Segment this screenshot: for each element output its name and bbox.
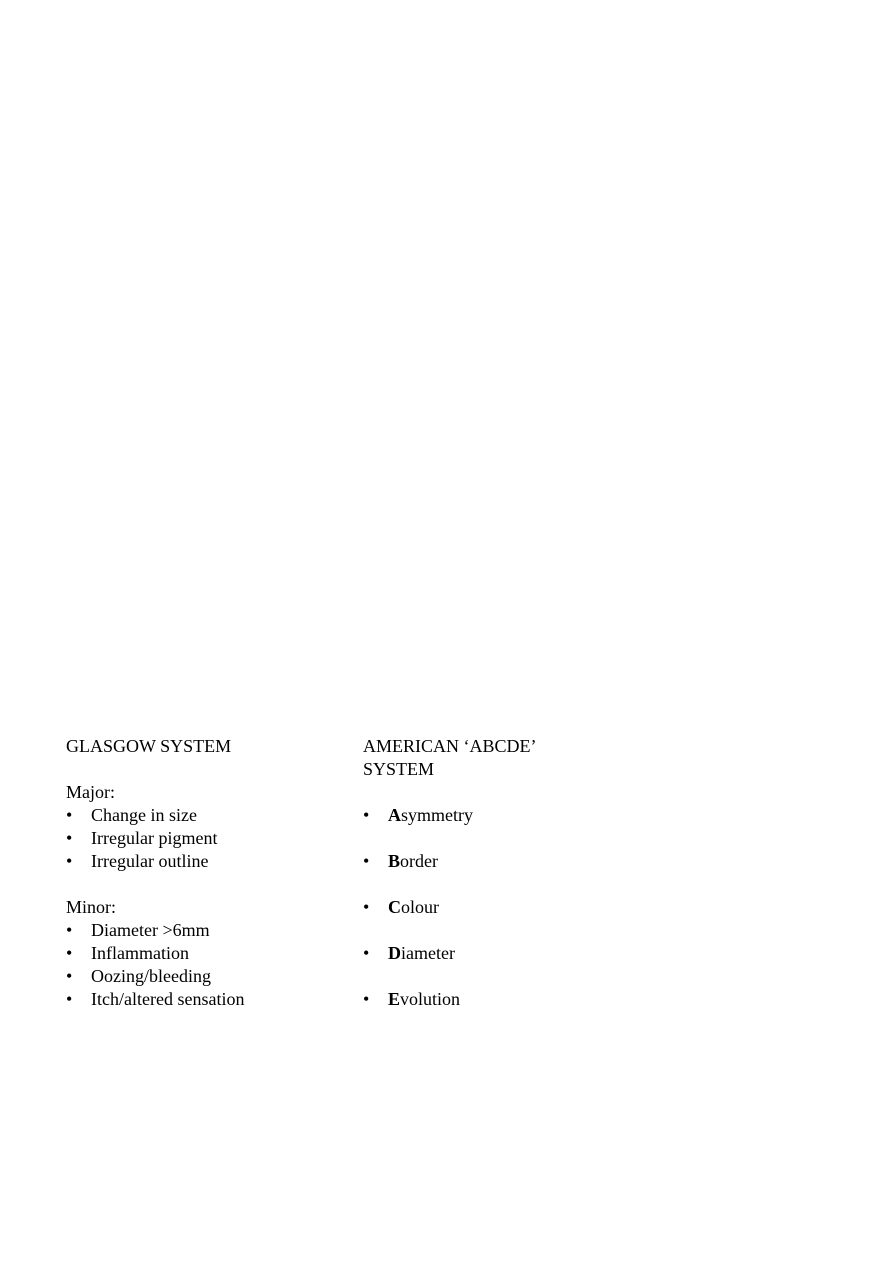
list-item <box>363 896 623 919</box>
bullet-icon: • <box>66 828 73 848</box>
bullet-icon: • <box>363 897 370 917</box>
abcde-letter: B <box>388 851 401 871</box>
abcde-letter: D <box>388 943 401 963</box>
bullet-icon: • <box>66 943 73 963</box>
abcde-letter: C <box>388 897 401 917</box>
glasgow-title: GLASGOW SYSTEM <box>66 736 232 756</box>
list-item <box>363 804 623 827</box>
minor-label: Minor: <box>66 897 117 917</box>
abcde-rest: olour <box>401 897 439 917</box>
major-item-text: Irregular outline <box>91 851 209 871</box>
list-item <box>66 965 326 988</box>
abcde-title-line2: SYSTEM <box>363 759 435 779</box>
list-item <box>66 988 326 1011</box>
abcde-title-line1: AMERICAN ‘ABCDE’ <box>363 736 537 756</box>
major-label: Major: <box>66 782 115 802</box>
list-item <box>363 988 623 1011</box>
abcde-rest: order <box>400 851 438 871</box>
bullet-icon: • <box>363 943 370 963</box>
list-item <box>66 942 326 965</box>
minor-item-text: Itch/altered sensation <box>91 989 245 1009</box>
glasgow-system-column <box>66 735 326 1011</box>
minor-item-text: Inflammation <box>91 943 189 963</box>
abcde-item <box>388 942 455 965</box>
minor-item-text: Oozing/bleeding <box>91 966 211 986</box>
bullet-icon: • <box>66 989 73 1009</box>
list-item <box>363 850 623 873</box>
bullet-icon: • <box>363 989 370 1009</box>
bullet-icon: • <box>66 805 73 825</box>
abcde-item <box>388 850 438 873</box>
abcde-letter: E <box>388 989 401 1009</box>
list-item <box>363 942 623 965</box>
list-item <box>66 827 326 850</box>
minor-item-text: Diameter >6mm <box>91 920 210 940</box>
bullet-icon: • <box>363 805 370 825</box>
abcde-item <box>388 896 439 919</box>
abcde-item <box>388 988 460 1011</box>
bullet-icon: • <box>66 920 73 940</box>
bullet-icon: • <box>66 966 73 986</box>
abcde-letter: A <box>388 805 401 825</box>
abcde-rest: iameter <box>401 943 455 963</box>
bullet-icon: • <box>363 851 370 871</box>
list-item <box>66 850 326 873</box>
abcde-item <box>388 804 473 827</box>
list-item <box>66 919 326 942</box>
bullet-icon: • <box>66 851 73 871</box>
list-item <box>66 804 326 827</box>
abcde-rest: volution <box>400 989 461 1009</box>
major-item-text: Change in size <box>91 805 197 825</box>
abcde-system-column <box>363 735 623 1011</box>
abcde-rest: symmetry <box>401 805 473 825</box>
major-item-text: Irregular pigment <box>91 828 218 848</box>
